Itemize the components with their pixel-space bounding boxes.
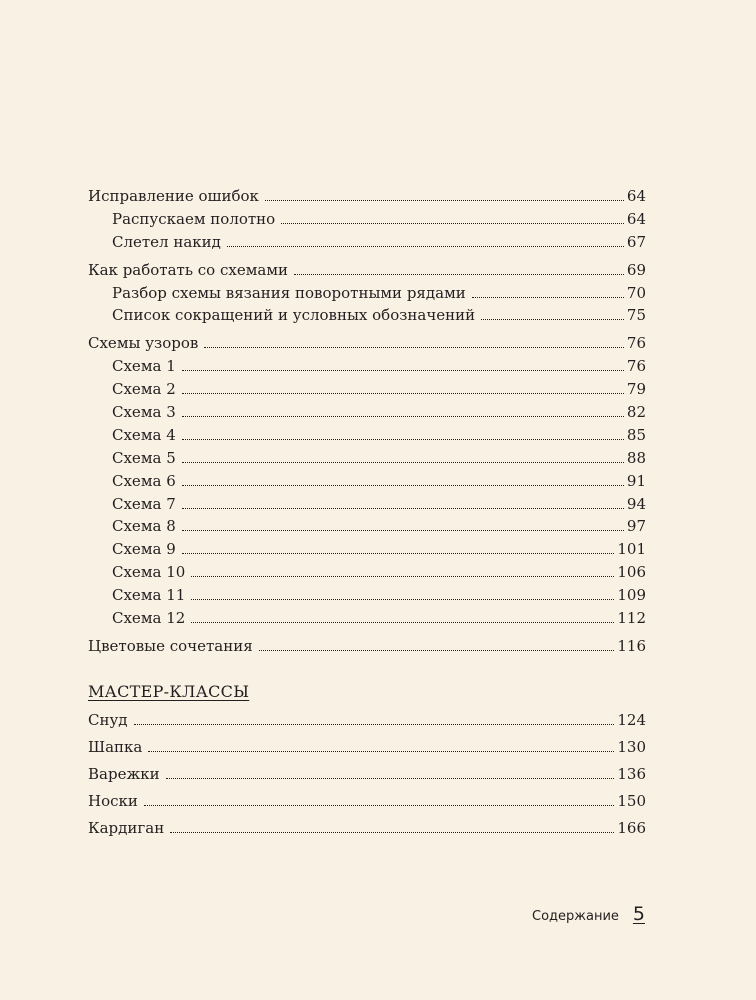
dot-leader — [170, 832, 614, 833]
toc-subentry-scheme-11[interactable] — [88, 584, 646, 607]
dot-leader — [182, 393, 624, 394]
toc-entry-pattern-charts[interactable] — [88, 332, 646, 355]
toc-subentry-scheme-8[interactable] — [88, 515, 646, 538]
dot-leader — [166, 778, 615, 779]
toc-entry-label: Схема 3 — [112, 403, 176, 422]
toc-subentry-scheme-7[interactable] — [88, 493, 646, 516]
toc-subentry-scheme-4[interactable] — [88, 424, 646, 447]
toc-subentry-scheme-6[interactable] — [88, 470, 646, 493]
toc-page-number: 76 — [626, 334, 646, 353]
toc-subentry-scheme-5[interactable] — [88, 447, 646, 470]
toc-entry-label: Схема 10 — [112, 563, 186, 582]
toc-entry-label: Схема 4 — [112, 425, 176, 444]
running-footer-section: Содержание — [532, 909, 619, 924]
dot-leader — [204, 347, 624, 348]
dot-leader — [182, 530, 624, 531]
toc-subentry-dropped-yarnover[interactable] — [88, 231, 646, 254]
toc-subentry-abbreviations[interactable] — [88, 304, 646, 327]
toc-page-number: 116 — [617, 636, 646, 655]
table-of-contents — [88, 185, 646, 842]
toc-entry-label: Список сокращений и условных обозначений — [112, 306, 476, 325]
toc-entry-label: Схема 6 — [112, 471, 176, 490]
toc-entry-label: Цветовые сочетания — [88, 636, 253, 655]
dot-leader — [259, 650, 615, 651]
toc-entry-label: Схема 1 — [112, 357, 176, 376]
dot-leader — [182, 370, 624, 371]
toc-subentry-scheme-2[interactable] — [88, 378, 646, 401]
toc-page-number: 82 — [626, 403, 646, 422]
toc-page-number: 76 — [626, 357, 646, 376]
toc-entry-label: Исправление ошибок — [88, 187, 259, 205]
toc-page-number: 79 — [626, 380, 646, 399]
dot-leader — [182, 553, 615, 554]
toc-page-number: 88 — [626, 448, 646, 467]
toc-subentry-scheme-3[interactable] — [88, 401, 646, 424]
dot-leader — [182, 416, 624, 417]
toc-entry-label: Разбор схемы вязания поворотными рядами — [112, 283, 466, 302]
toc-entry-label: Схема 7 — [112, 494, 176, 513]
dot-leader — [265, 200, 624, 201]
dot-leader — [281, 223, 624, 224]
toc-entry-mittens[interactable] — [88, 761, 646, 788]
toc-page-number: 64 — [626, 187, 646, 205]
toc-page-number: 97 — [626, 517, 646, 536]
dot-leader — [182, 485, 624, 486]
toc-subentry-chart-analysis[interactable] — [88, 282, 646, 305]
toc-page-number: 64 — [626, 209, 646, 228]
toc-page-number: 124 — [617, 710, 646, 729]
toc-entry-label: Распускаем полотно — [112, 209, 276, 228]
toc-subentry-scheme-1[interactable] — [88, 355, 646, 378]
toc-entry-working-with-charts[interactable] — [88, 259, 646, 282]
toc-entry-label: Схемы узоров — [88, 334, 199, 353]
toc-subentry-scheme-10[interactable] — [88, 561, 646, 584]
toc-page-number: 150 — [617, 791, 646, 810]
toc-page-number: 69 — [626, 260, 646, 279]
toc-entry-color-combinations[interactable] — [88, 635, 646, 658]
dot-leader — [144, 805, 614, 806]
dot-leader — [191, 622, 614, 623]
toc-entry-cardigan[interactable] — [88, 815, 646, 842]
toc-entry-label: Схема 12 — [112, 609, 186, 628]
toc-entry-label: Слетел накид — [112, 232, 221, 251]
dot-leader — [294, 274, 624, 275]
toc-page-number: 130 — [617, 737, 646, 756]
toc-entry-label: Схема 2 — [112, 380, 176, 399]
toc-entry-label: Как работать со схемами — [88, 260, 288, 279]
toc-entry-label: Схема 5 — [112, 448, 176, 467]
toc-page-number: 70 — [626, 283, 646, 302]
toc-page-number: 67 — [626, 232, 646, 251]
toc-page-number: 101 — [617, 540, 646, 559]
dot-leader — [134, 724, 615, 725]
section-heading-masterclasses: МАСТЕР-КЛАССЫ — [88, 681, 250, 701]
dot-leader — [191, 576, 614, 577]
toc-entry-error-fixing[interactable] — [88, 185, 646, 208]
toc-entry-label: Схема 11 — [112, 586, 186, 605]
toc-entry-label: Схема 8 — [112, 517, 176, 536]
toc-page-number: 106 — [617, 563, 646, 582]
toc-entry-label: Варежки — [88, 764, 160, 783]
dot-leader — [148, 751, 614, 752]
toc-page-number: 109 — [617, 586, 646, 605]
dot-leader — [182, 462, 624, 463]
toc-page-number: 166 — [617, 818, 646, 837]
toc-entry-socks[interactable] — [88, 788, 646, 815]
toc-page-number: 136 — [617, 764, 646, 783]
dot-leader — [481, 319, 624, 320]
toc-page-number: 94 — [626, 494, 646, 513]
dot-leader — [182, 439, 624, 440]
toc-entry-label: Схема 9 — [112, 540, 176, 559]
dot-leader — [182, 508, 624, 509]
toc-entry-snood[interactable] — [88, 707, 646, 734]
dot-leader — [227, 246, 624, 247]
toc-entry-label: Снуд — [88, 710, 128, 729]
toc-page-number: 112 — [617, 609, 646, 628]
toc-entry-label: Шапка — [88, 737, 143, 756]
toc-page-number: 91 — [626, 471, 646, 490]
toc-entry-label: Кардиган — [88, 818, 165, 837]
toc-entry-hat[interactable] — [88, 734, 646, 761]
toc-subentry-scheme-12[interactable] — [88, 607, 646, 630]
toc-page-number: 75 — [626, 306, 646, 325]
dot-leader — [191, 599, 614, 600]
toc-entry-label: Носки — [88, 791, 138, 810]
page-footer — [532, 903, 645, 925]
dot-leader — [472, 297, 624, 298]
toc-page-number: 85 — [626, 425, 646, 444]
page-number: 5 — [632, 903, 645, 925]
toc-subentry-scheme-9[interactable] — [88, 538, 646, 561]
toc-subentry-unravel[interactable] — [88, 208, 646, 231]
